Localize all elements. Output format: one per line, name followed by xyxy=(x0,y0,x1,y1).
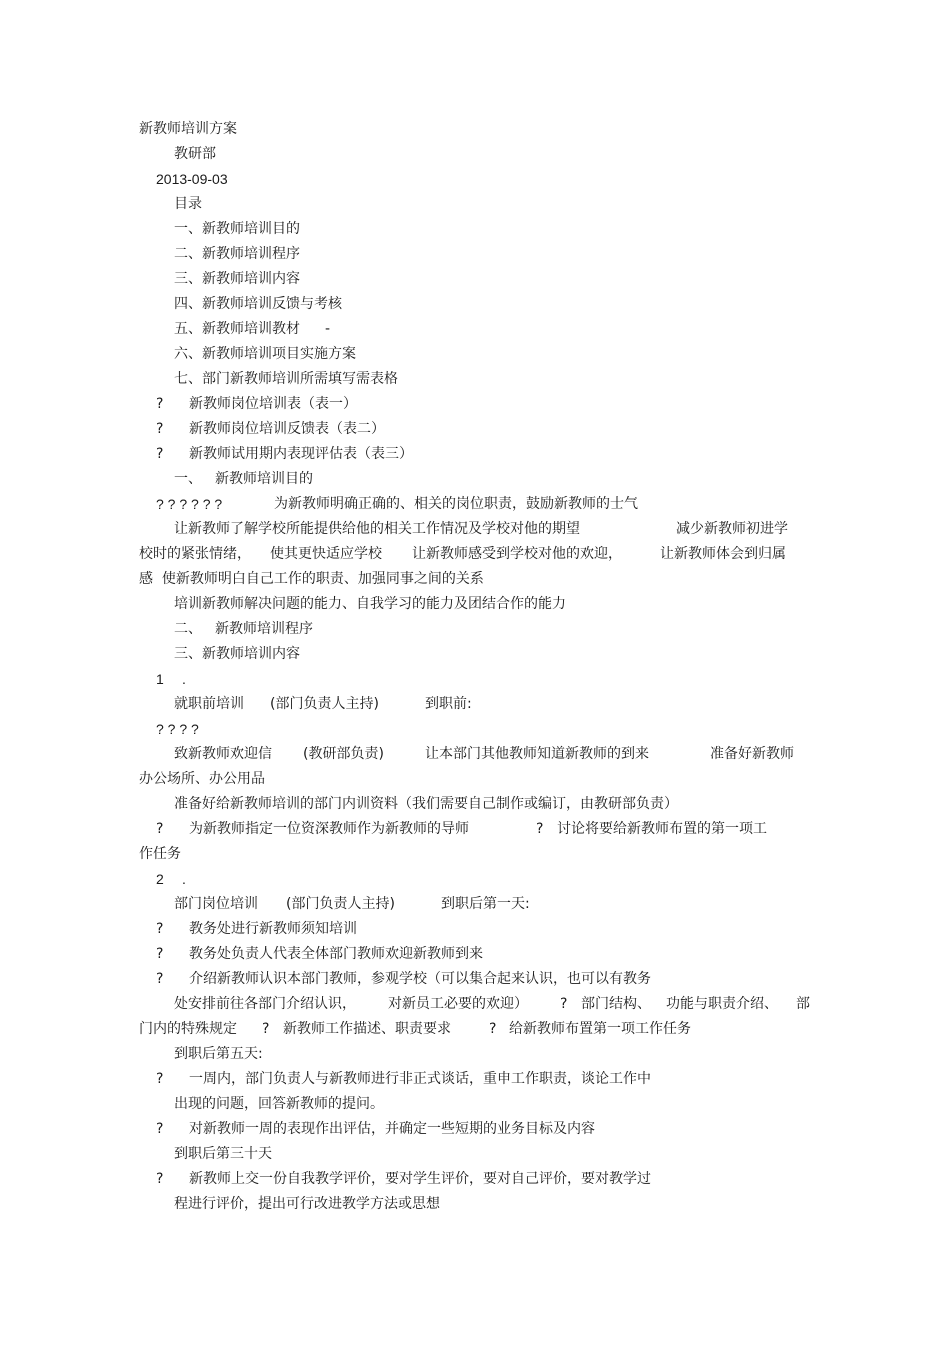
paragraph-line: 处安排前往各部门介绍认识， xyxy=(174,996,356,1012)
paragraph-line: 新教师工作描述、职责要求 xyxy=(283,1021,451,1037)
bullet-mark-group: ? ? ? ? ? ? xyxy=(156,496,223,512)
paragraph-line: 教务处负责人代表全体部门教师欢迎新教师到来 xyxy=(189,946,483,962)
paragraph-line: (教研部负责) xyxy=(303,746,384,762)
bullet-mark: ? xyxy=(262,1021,270,1037)
paragraph-line: 部门结构、 xyxy=(581,996,651,1012)
item-title: 就职前培训 xyxy=(174,696,244,712)
section-label: 二、 xyxy=(174,621,202,637)
form-item: 新教师岗位培训反馈表（表二） xyxy=(189,421,385,437)
paragraph-line: 对新教师一周的表现作出评估，并确定一些短期的业务目标及内容 xyxy=(189,1121,595,1137)
toc-item: 三、新教师培训内容 xyxy=(174,271,300,287)
bullet-mark: ? xyxy=(489,1021,497,1037)
bullet-mark: ? xyxy=(156,1121,164,1137)
paragraph-line: 让新教师了解学校所能提供给他的相关工作情况及学校对他的期望 xyxy=(174,521,580,537)
paragraph-line: 致新教师欢迎信 xyxy=(174,746,272,762)
item-host: (部门负责人主持) xyxy=(286,896,395,912)
paragraph-line: 对新员工必要的欢迎） xyxy=(388,996,528,1012)
section-title: 三、新教师培训内容 xyxy=(174,646,300,662)
paragraph-line: 作任务 xyxy=(139,846,181,862)
toc-item: 一、新教师培训目的 xyxy=(174,221,300,237)
paragraph-line: 办公场所、办公用品 xyxy=(139,771,265,787)
item-number: 2 xyxy=(156,871,164,887)
toc-item: 五、新教师培训教材 xyxy=(174,321,300,337)
toc-item: 六、新教师培训项目实施方案 xyxy=(174,346,356,362)
paragraph-line: 培训新教师解决问题的能力、自我学习的能力及团结合作的能力 xyxy=(174,596,566,612)
item-host: (部门负责人主持) xyxy=(270,696,379,712)
paragraph-line: 让本部门其他教师知道新教师的到来 xyxy=(425,746,649,762)
item-title: 部门岗位培训 xyxy=(174,896,258,912)
bullet-mark: ? xyxy=(156,396,164,412)
paragraph-line: 门内的特殊规定 xyxy=(139,1021,237,1037)
paragraph-line: 使其更快适应学校 xyxy=(270,546,382,562)
bullet-mark: ? xyxy=(156,1171,164,1187)
doc-date: 2013-09-03 xyxy=(156,171,228,187)
paragraph-line: 减少新教师初进学 xyxy=(676,521,788,537)
paragraph-line: 新教师上交一份自我教学评价，要对学生评价，要对自己评价，要对教学过 xyxy=(189,1171,651,1187)
bullet-mark: ? xyxy=(156,421,164,437)
paragraph-line: 感 使新教师明白自己工作的职责、加强同事之间的关系 xyxy=(139,571,484,587)
paragraph-line: 校时的紧张情绪， xyxy=(139,546,251,562)
item-dot: . xyxy=(182,671,186,687)
section-label: 一、 xyxy=(174,471,202,487)
paragraph-line: 准备好给新教师培训的部门内训资料（我们需要自己制作或编订，由教研部负责） xyxy=(174,796,678,812)
toc-heading: 目录 xyxy=(174,196,202,212)
paragraph-line: 教务处进行新教师须知培训 xyxy=(189,921,357,937)
section-title: 新教师培训程序 xyxy=(215,621,313,637)
paragraph-line: 让新教师体会到归属 xyxy=(660,546,786,562)
paragraph-line: 介绍新教师认识本部门教师，参观学校（可以集合起来认识，也可以有教务 xyxy=(189,971,651,987)
bullet-mark-group: ? ? ? ? xyxy=(156,721,199,737)
toc-item: 二、新教师培训程序 xyxy=(174,246,300,262)
sub-heading: 到职后第三十天 xyxy=(174,1146,272,1162)
item-number: 1 xyxy=(156,671,164,687)
item-dot: . xyxy=(182,871,186,887)
bullet-mark: ? xyxy=(560,996,568,1012)
toc-item: 四、新教师培训反馈与考核 xyxy=(174,296,342,312)
paragraph-line: 部 xyxy=(796,996,810,1012)
paragraph-line: 准备好新教师 xyxy=(710,746,794,762)
form-item: 新教师岗位培训表（表一） xyxy=(189,396,357,412)
paragraph-line: 让新教师感受到学校对他的欢迎， xyxy=(412,546,622,562)
doc-title: 新教师培训方案 xyxy=(139,121,237,137)
paragraph-line: 功能与职责介绍、 xyxy=(666,996,778,1012)
toc-item: 七、部门新教师培训所需填写需表格 xyxy=(174,371,398,387)
paragraph-line: 讨论将要给新教师布置的第一项工 xyxy=(557,821,767,837)
form-item: 新教师试用期内表现评估表（表三） xyxy=(189,446,413,462)
paragraph-line: 一周内，部门负责人与新教师进行非正式谈话，重申工作职责，谈论工作中 xyxy=(189,1071,651,1087)
paragraph-line: 出现的问题，回答新教师的提问。 xyxy=(174,1096,384,1112)
bullet-mark: ? xyxy=(536,821,544,837)
paragraph-line: 给新教师布置第一项工作任务 xyxy=(509,1021,691,1037)
item-when: 到职前: xyxy=(425,696,472,712)
paragraph-line: 为新教师明确正确的、相关的岗位职责，鼓励新教师的士气 xyxy=(274,496,638,512)
bullet-mark: ? xyxy=(156,821,164,837)
bullet-mark: ? xyxy=(156,1071,164,1087)
toc-dash: - xyxy=(325,321,331,337)
doc-department: 教研部 xyxy=(174,146,216,162)
bullet-mark: ? xyxy=(156,971,164,987)
bullet-mark: ? xyxy=(156,946,164,962)
bullet-mark: ? xyxy=(156,446,164,462)
sub-heading: 到职后第五天: xyxy=(174,1046,263,1062)
bullet-mark: ? xyxy=(156,921,164,937)
paragraph-line: 程进行评价，提出可行改进教学方法或思想 xyxy=(174,1196,440,1212)
paragraph-line: 为新教师指定一位资深教师作为新教师的导师 xyxy=(189,821,469,837)
item-when: 到职后第一天: xyxy=(441,896,530,912)
section-title: 新教师培训目的 xyxy=(215,471,313,487)
